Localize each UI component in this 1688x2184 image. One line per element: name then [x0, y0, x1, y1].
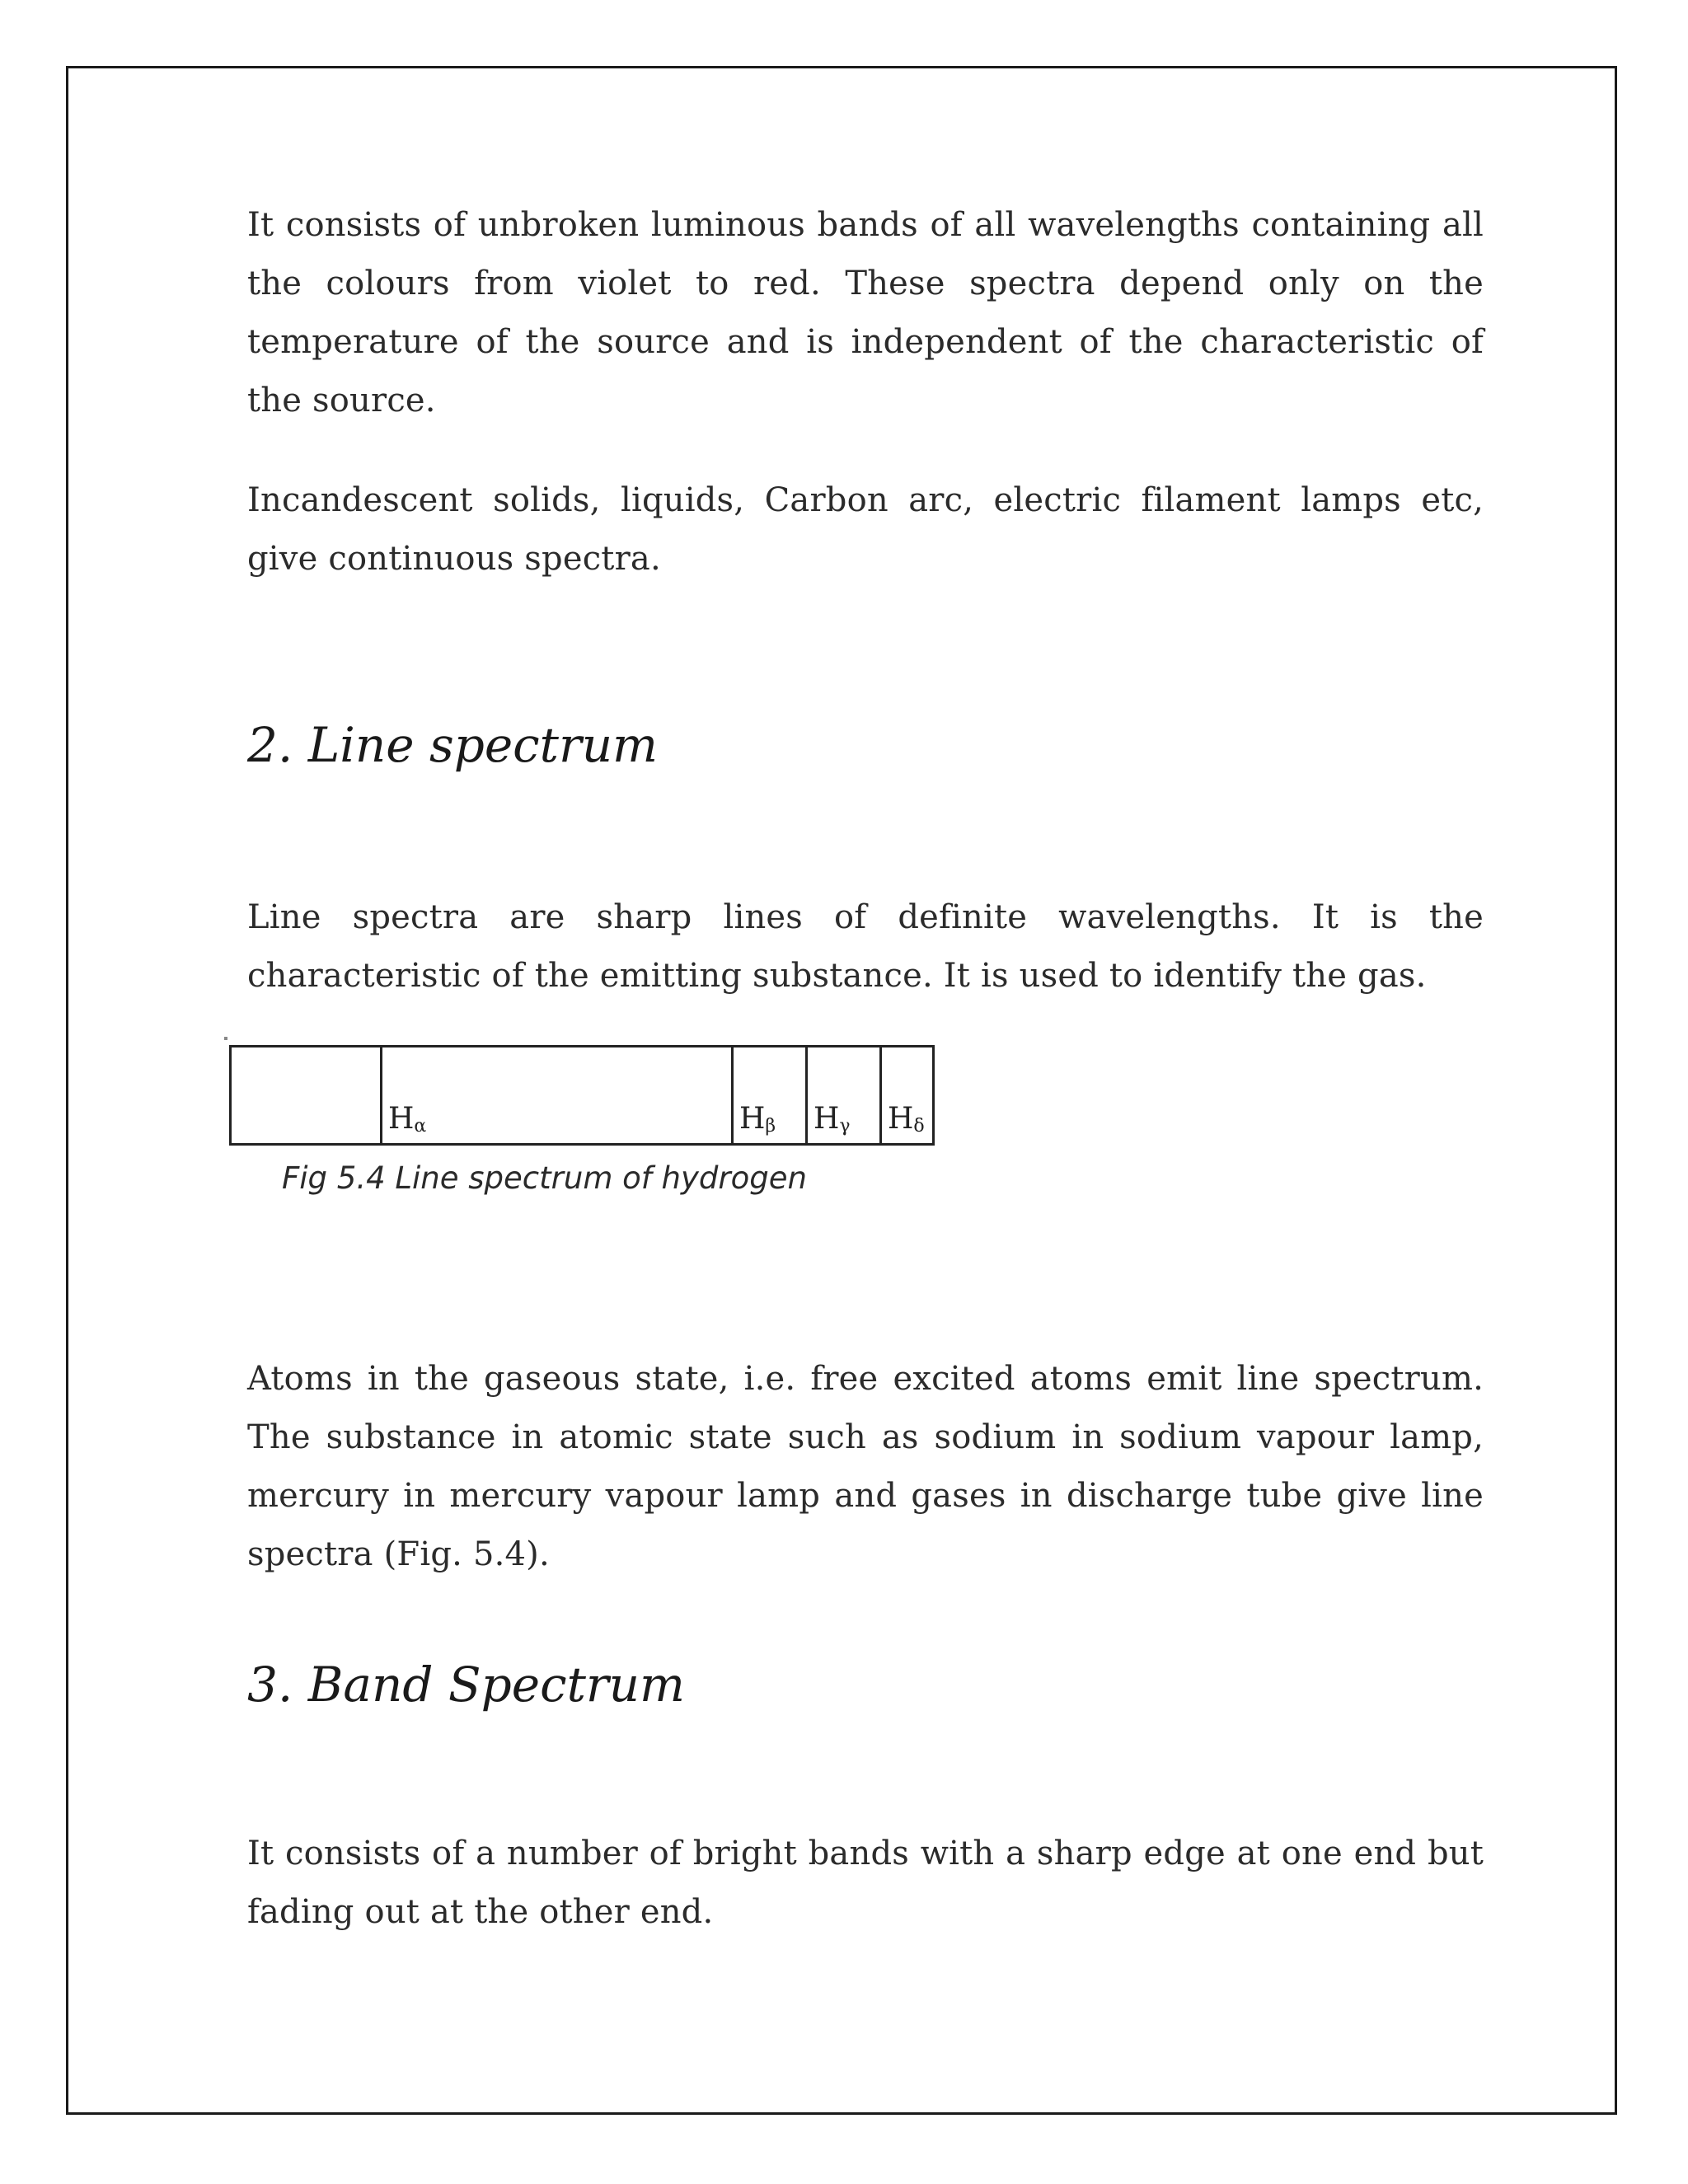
h-gamma-label: $H_\gamma$ — [814, 1102, 851, 1137]
figure-caption: Fig 5.4 Line spectrum of hydrogen — [282, 1160, 807, 1196]
scan-dot — [224, 1037, 227, 1040]
line-spectrum-heading: 2. Line spectrum — [247, 717, 659, 773]
h-beta-line — [731, 1047, 734, 1143]
band-spectrum-heading: 3. Band Spectrum — [247, 1657, 685, 1713]
h-beta-label: $H_\beta$ — [739, 1102, 776, 1137]
spectrum-strip — [229, 1045, 935, 1146]
continuous-spectrum-examples: Incandescent solids, liquids, Carbon arc, electric filament lamps etc, give continuous spectra. — [247, 481, 1484, 578]
h-alpha-line — [380, 1047, 382, 1143]
h-delta-label: $H_\delta$ — [888, 1102, 925, 1137]
h-delta-line — [879, 1047, 882, 1143]
hydrogen-spectrum-figure — [229, 1045, 938, 1196]
h-alpha-label: $H_\alpha$ — [388, 1102, 427, 1137]
line-spectrum-description: Line spectra are sharp lines of definite wavelengths. It is the characteristic of the emitting substance. It is used to identify the gas. — [247, 898, 1484, 995]
line-spectrum-examples: Atoms in the gaseous state, i.e. free excited atoms emit line spectrum. The substance in atomic state such as sodium in sodium vapour lamp, mercury in mercury vapour lamp and gases in discharge tube give line spectra (Fig. 5.4). — [247, 1360, 1484, 1573]
continuous-spectrum-description: It consists of unbroken luminous bands of all wavelengths containing all the colours from violet to red. These spectra depend only on the temperature of the source and is independent of the characteristic of the source. — [247, 206, 1484, 419]
band-spectrum-description: It consists of a number of bright bands with a sharp edge at one end but fading out at the other end. — [247, 1835, 1484, 1931]
h-gamma-line — [805, 1047, 808, 1143]
